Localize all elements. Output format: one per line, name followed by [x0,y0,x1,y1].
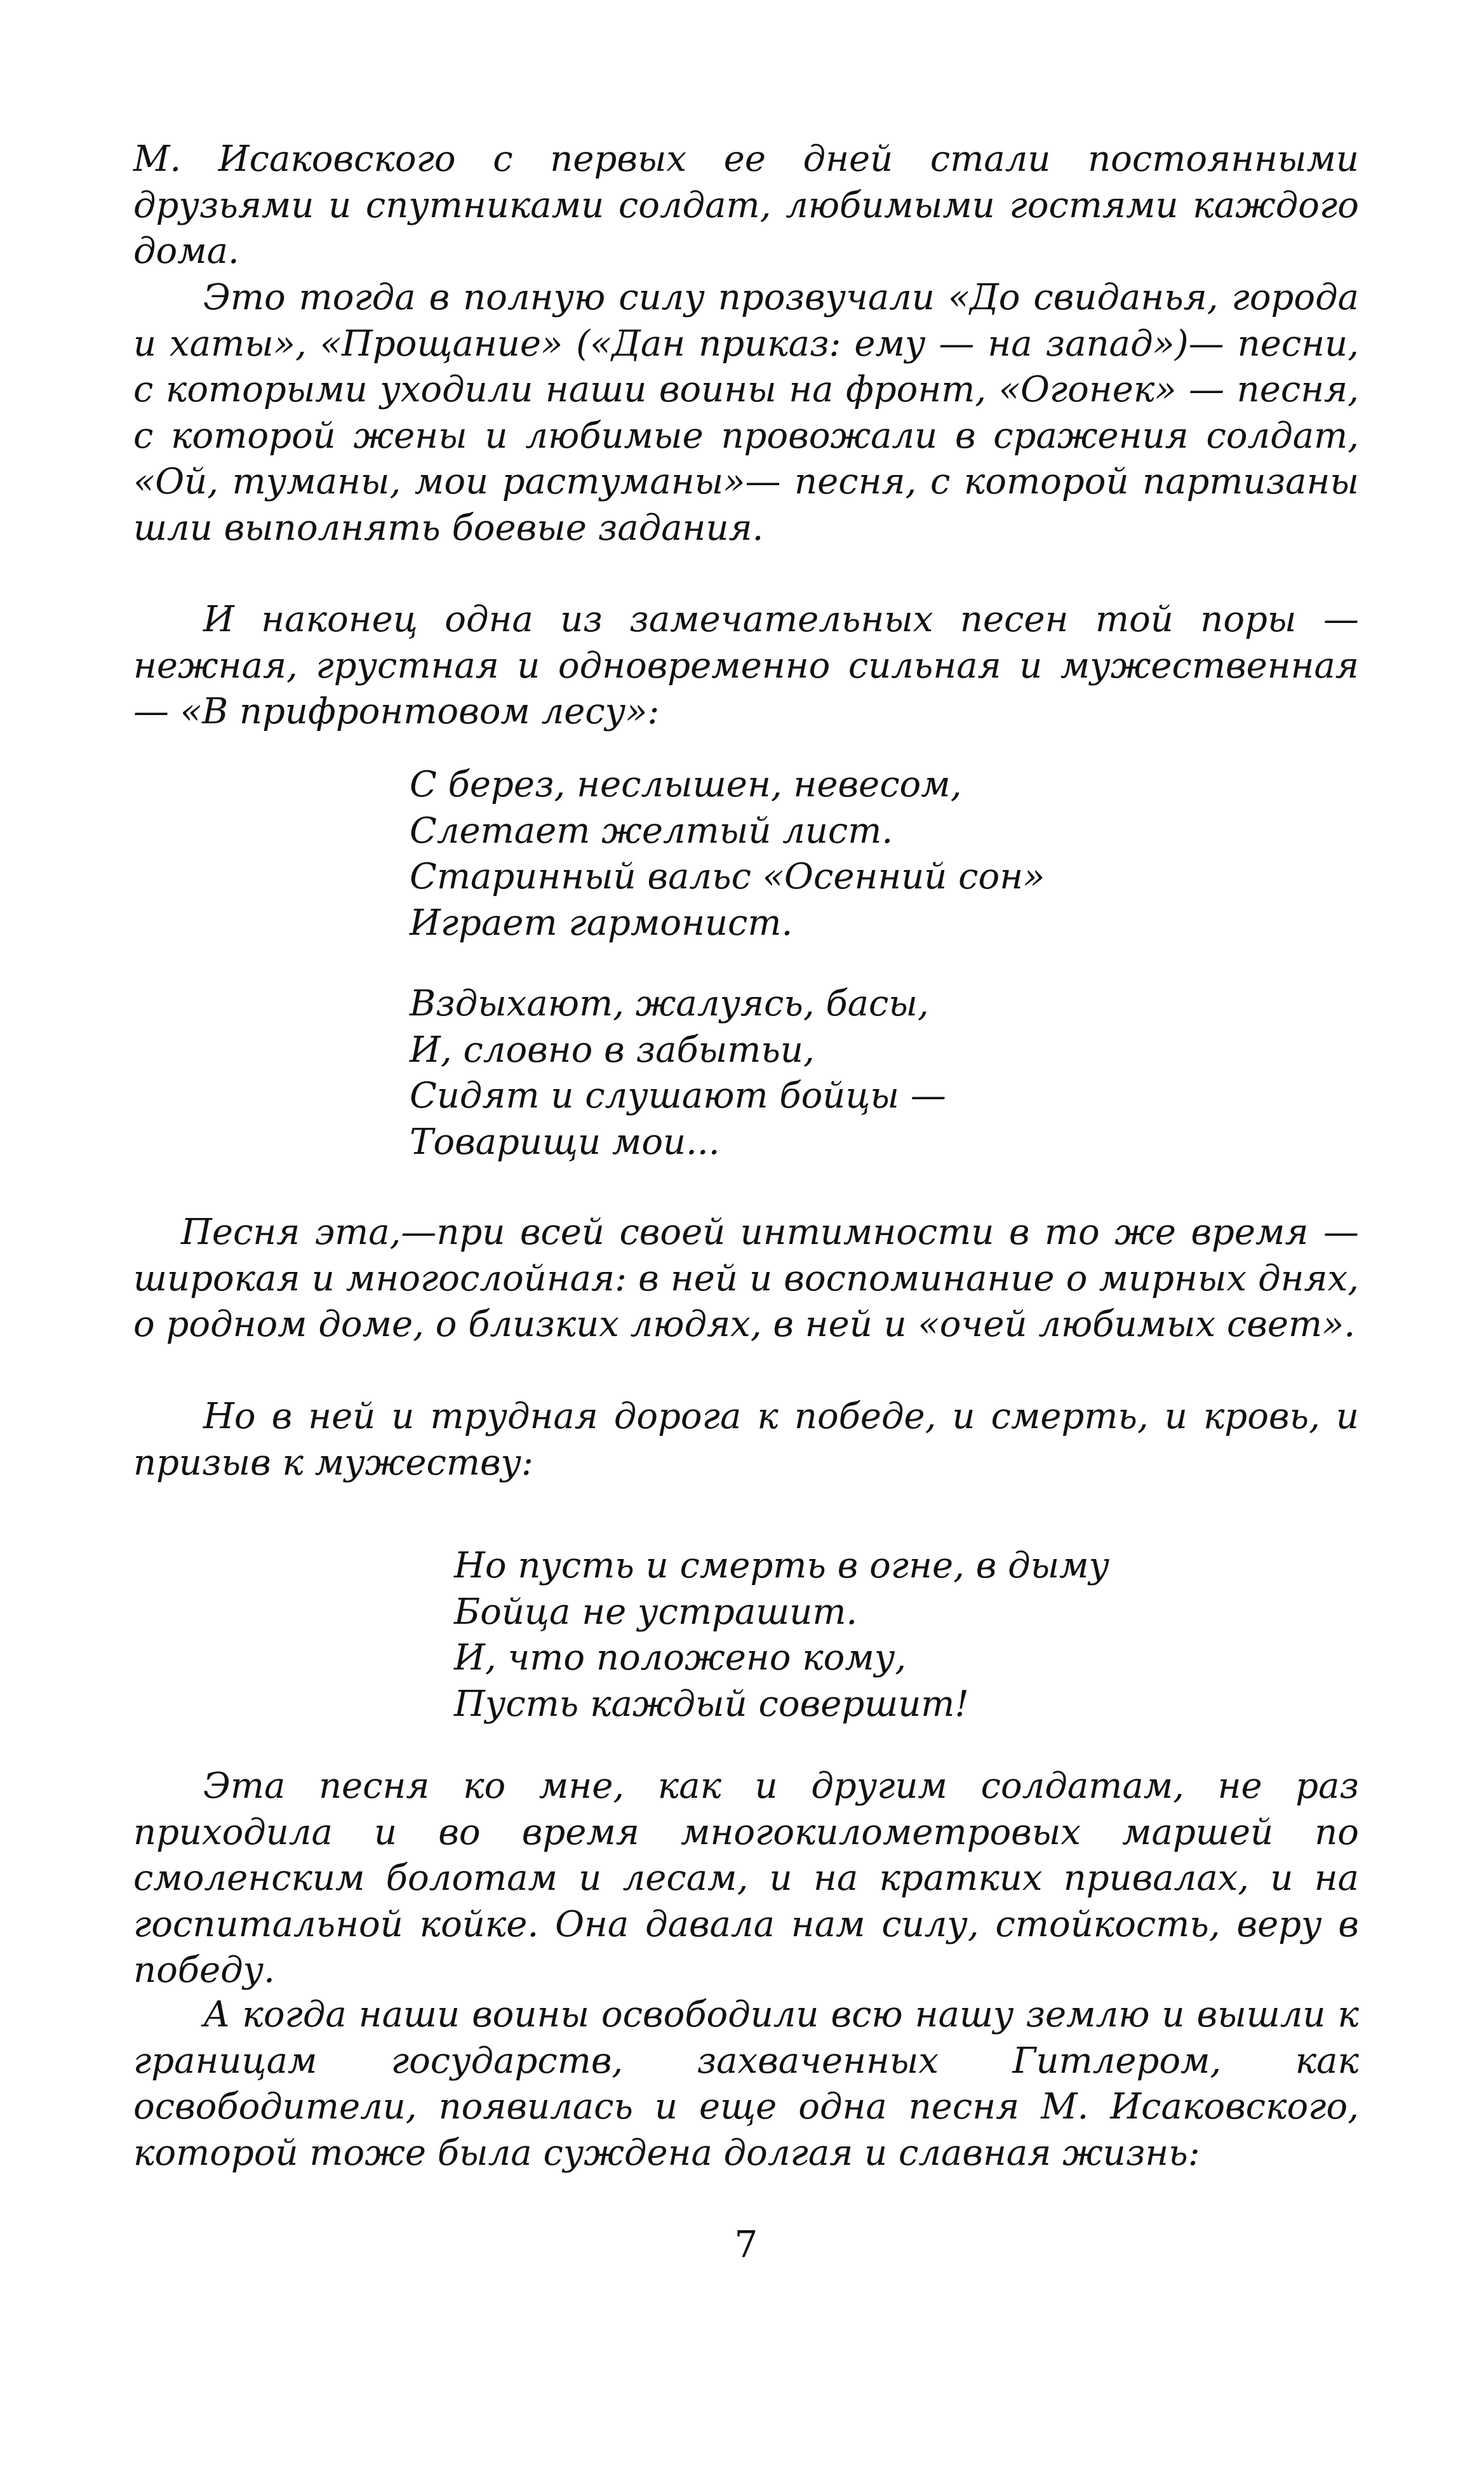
paragraph-5: Но в ней и трудная дорога к победе, и смерть, и кровь, и призыв к мужеству: [133,1396,1359,1483]
verse-line: С берез, неслышен, невесом, [410,764,962,805]
paragraph-1: М. Исаковского с первых ее дней стали постоянными друзьями и спутниками солдат, любимыми гостями каждого дома. [133,138,1359,272]
verse-line: Играет гармонист. [410,902,793,944]
verse-line: Вздыхают, жалуясь, басы, [410,983,929,1024]
verse-line: И, словно в забытьи, [410,1029,815,1071]
paragraph-6: Эта песня ко мне, как и другим солдатам, не раз приходила и во время многокилометровых маршей по смоленским болотам и лесам, и на кратких привалах, и на госпитальной койке. Она давала нам силу, стойкость, веру в победу. [133,1765,1359,1991]
verse-line: И, что положено кому, [454,1637,907,1678]
paragraph-4: Песня эта,—при всей своей интимности в то же время — широкая и многослойная: в ней и воспоминание о мирных днях, о родном доме, о близких людях, в ней и «очей любимых свет». [133,1212,1359,1345]
poem-1-stanza-1 [410,762,1045,946]
paragraph-3: И наконец одна из замечательных песен той поры — нежная, грустная и одновременно сильная и мужественная — «В прифронтовом лесу»: [133,599,1359,732]
poem-2-stanza-1 [454,1543,1109,1727]
paragraph-2: Это тогда в полную силу прозвучали «До свиданья, города и хаты», «Прощание» («Дан приказ: ему — на запад»)— песни, с которыми уходили наши воины на фронт, «Огонек» — песня, с которой жены и любимые провожали в сражения солдат, «Ой, туманы, мои растуманы»— песня, с которой партизаны шли выполнять боевые задания. [133,277,1359,549]
verse-line: Старинный вальс «Осенний сон» [410,856,1045,897]
verse-line: Бойца не устрашит. [454,1591,858,1633]
verse-line: Сидят и слушают бойцы — [410,1075,946,1116]
poem-1-stanza-2 [410,981,946,1165]
verse-line: Пусть каждый совершит! [454,1683,969,1725]
book-page [133,137,1359,2385]
verse-line: Товарищи мои... [410,1121,720,1163]
page-number: 7 [734,2223,758,2266]
paragraph-7: А когда наши воины освободили всю нашу землю и вышли к границам государств, захваченных Гитлером, как освободители, появилась и еще одна песня М. Исаковского, которой тоже была суждена долгая и славная жизнь: [133,1994,1359,2174]
verse-line: Слетает желтый лист. [410,810,893,852]
verse-line: Но пусть и смерть в огне, в дыму [454,1545,1110,1586]
